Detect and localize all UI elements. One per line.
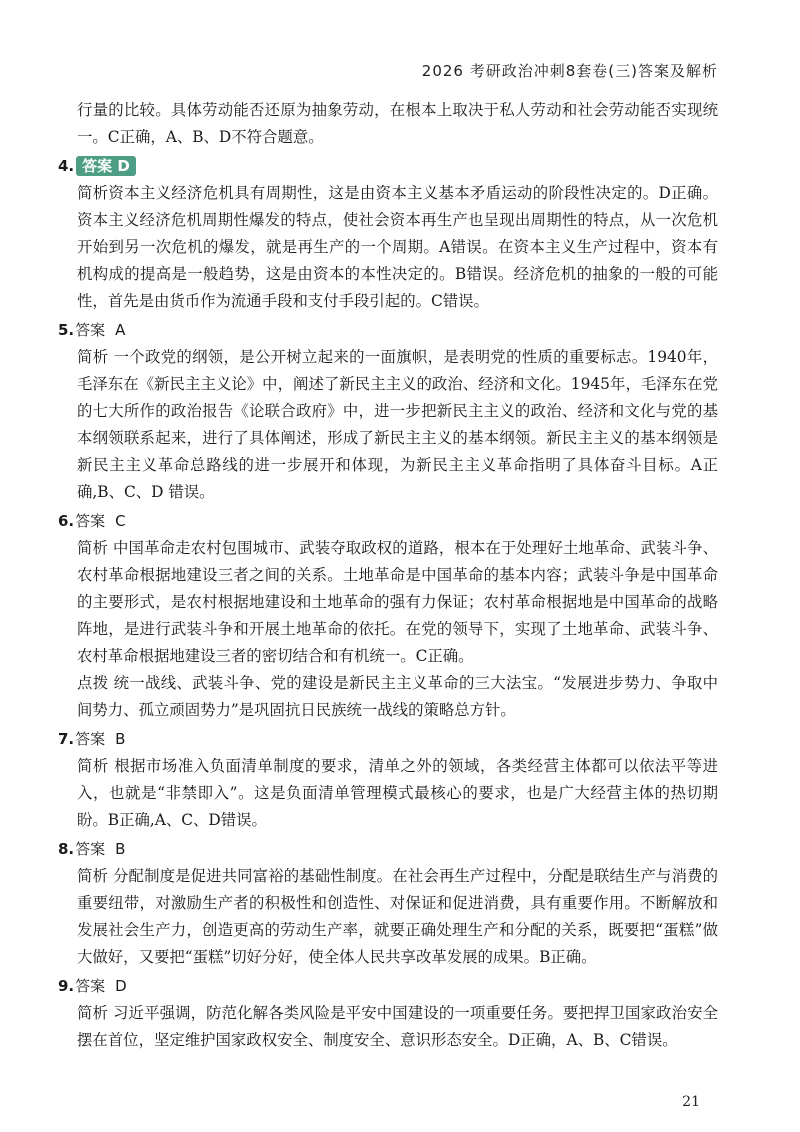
analysis-paragraph: 简析 中国革命走农村包围城市、武装夺取政权的道路，根本在于处理好土地革命、武装斗争、农村革命根据地建设三者之间的关系。土地革命是中国革命的基本内容；武装斗争是中国革命的主要形式，是农村根据地建设和土地革命的强有力保证；农村革命根据地是中国革命的战略阵地，是进行武装斗争和开展土地革命的依托。在党的领导下，实现了土地革命、武装斗争、农村革命根据地建设三者的密切结合和有机统一。C正确。: [77, 539, 718, 665]
answer-label: 答案: [75, 730, 106, 748]
answer-heading-9: [58, 973, 718, 1000]
answer-heading-8: [58, 836, 718, 863]
answer-value: D: [115, 977, 127, 995]
question-number: 8.: [58, 840, 75, 858]
answer-heading-5: [58, 317, 718, 344]
answer-badge: [76, 156, 136, 176]
analysis-paragraph: 简析 根据市场准入负面清单制度的要求，清单之外的领域，各类经营主体都可以依法平等进入，也就是“非禁即入”。这是负面清单管理模式最核心的要求，也是广大经营主体的热切期盼。B正确,A、C、D错误。: [77, 757, 718, 829]
question-number: 5.: [58, 321, 75, 339]
answer-heading-6: [58, 508, 718, 535]
answer-label: 答案: [82, 157, 113, 175]
answer-value: B: [115, 730, 126, 748]
continued-paragraph: 行量的比较。具体劳动能否还原为抽象劳动，在根本上取决于私人劳动和社会劳动能否实现统一。C正确，A、B、D不符合题意。: [77, 101, 718, 146]
answer-label: 答案: [75, 840, 106, 858]
answer-heading-4: [58, 153, 718, 180]
answer-label: 答案: [75, 512, 106, 530]
analysis-paragraph: 简析 习近平强调，防范化解各类风险是平安中国建设的一项重要任务。要把捍卫国家政治安全摆在首位，坚定维护国家政权安全、制度安全、意识形态安全。D正确，A、B、C错误。: [77, 1004, 718, 1049]
answer-label: 答案: [75, 321, 106, 339]
analysis-paragraph: 简析资本主义经济危机具有周期性，这是由资本主义基本矛盾运动的阶段性决定的。D正确。资本主义经济危机周期性爆发的特点，使社会资本再生产也呈现出周期性的特点，从一次危机开始到另一次危机的爆发，就是再生产的一个周期。A错误。在资本主义生产过程中，资本有机构成的提高是一般趋势，这是由资本的本性决定的。B错误。经济危机的抽象的一般的可能性，首先是由货币作为流通手段和支付手段引起的。C错误。: [77, 184, 718, 310]
answer-value: D: [117, 157, 130, 175]
answer-value: B: [115, 840, 126, 858]
question-number: 6.: [58, 512, 75, 530]
answer-label: 答案: [75, 977, 106, 995]
question-number: 4.: [58, 157, 75, 175]
page-number: 21: [682, 1094, 700, 1110]
tip-paragraph: 点拨 统一战线、武装斗争、党的建设是新民主主义革命的三大法宝。“发展进步势力、争取中间势力、孤立顽固势力”是巩固抗日民族统一战线的策略总方针。: [77, 674, 718, 719]
analysis-paragraph: 简析 一个政党的纲领，是公开树立起来的一面旗帜，是表明党的性质的重要标志。1940年，毛泽东在《新民主主义论》中，阐述了新民主主义的政治、经济和文化。1945年，毛泽东在党的七大所作的政治报告《论联合政府》中，进一步把新民主主义的政治、经济和文化与党的基本纲领联系起来，进行了具体阐述，形成了新民主主义的基本纲领。新民主主义的基本纲领是新民主主义革命总路线的进一步展开和体现，为新民主主义革命指明了具体奋斗目标。A正确,B、C、D 错误。: [77, 348, 718, 501]
answer-value: C: [115, 512, 126, 530]
question-number: 9.: [58, 977, 75, 995]
answer-content: [58, 97, 718, 1054]
page-header: 2026 考研政治冲刺8套卷(三)答案及解析: [421, 62, 718, 80]
answer-value: A: [115, 321, 126, 339]
analysis-paragraph: 简析 分配制度是促进共同富裕的基础性制度。在社会再生产过程中，分配是联结生产与消费的重要纽带，对激励生产者的积极性和创造性、对保证和促进消费，具有重要作用。不断解放和发展社会生产力，创造更高的劳动生产率，就要正确处理生产和分配的关系，既要把“蛋糕”做大做好，又要把“蛋糕”切好分好，使全体人民共享改革发展的成果。B正确。: [77, 867, 718, 966]
answer-heading-7: [58, 726, 718, 753]
question-number: 7.: [58, 730, 75, 748]
